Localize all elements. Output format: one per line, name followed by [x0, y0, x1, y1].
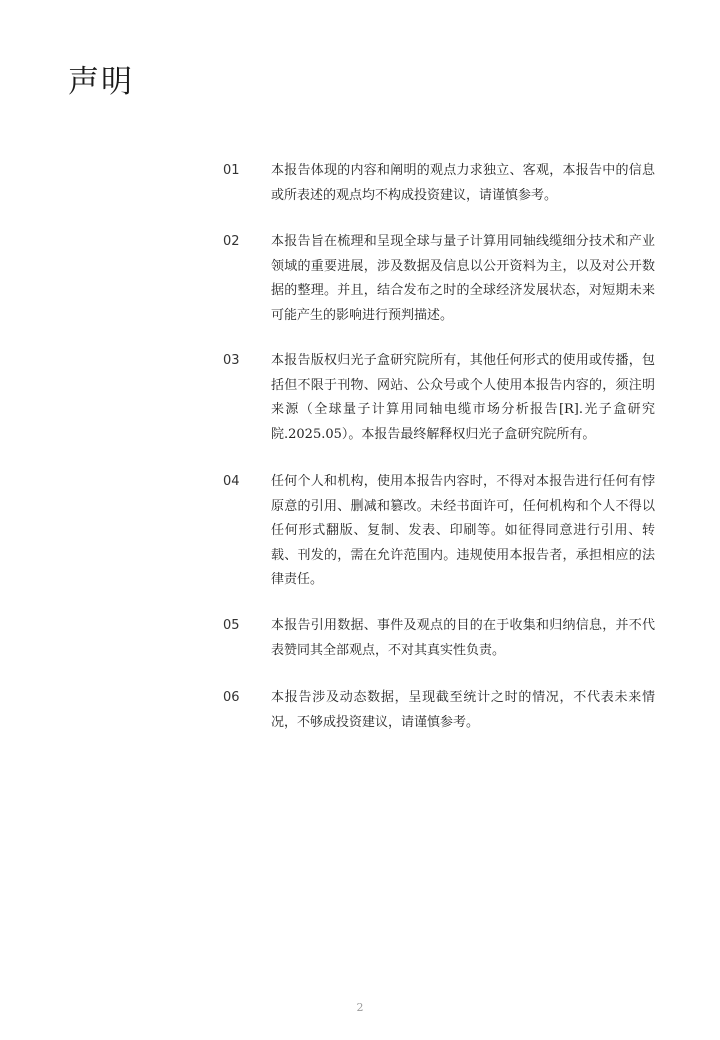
- statement-number: 04: [223, 474, 240, 489]
- statement-text: 本报告引用数据、事件及观点的目的在于收集和归纳信息，并不代表赞同其全部观点，不对其真实性负责。: [271, 618, 655, 658]
- statement-text: 本报告涉及动态数据，呈现截至统计之时的情况，不代表未来情况，不够成投资建议，请谨慎参考。: [271, 690, 655, 730]
- statement-number: 02: [223, 234, 240, 249]
- statement-number: 03: [223, 353, 240, 368]
- page-title: 声明: [68, 64, 134, 100]
- statement-text: 本报告版权归光子盒研究院所有，其他任何形式的使用或传播，包括但不限于刊物、网站、公众号或个人使用本报告内容的，须注明来源（全球量子计算用同轴电缆市场分析报告[R].光子盒研究院.2025.05）。本报告最终解释权归光子盒研究院所有。: [271, 353, 655, 442]
- statement-number: 05: [223, 618, 240, 633]
- statement-number: 01: [223, 163, 240, 178]
- statement-text: 本报告体现的内容和阐明的观点力求独立、客观，本报告中的信息或所表述的观点均不构成投资建议，请谨慎参考。: [271, 163, 655, 203]
- statement-text: 本报告旨在梳理和呈现全球与量子计算用同轴线缆细分技术和产业领域的重要进展，涉及数据及信息以公开资料为主，以及对公开数据的整理。并且，结合发布之时的全球经济发展状态，对短期未来可能产生的影响进行预判描述。: [271, 234, 655, 323]
- statement-text: 任何个人和机构，使用本报告内容时，不得对本报告进行任何有悖原意的引用、删减和篡改。未经书面许可，任何机构和个人不得以任何形式翻版、复制、发表、印刷等。如征得同意进行引用、转载、刊发的，需在允许范围内。违规使用本报告者，承担相应的法律责任。: [271, 474, 655, 587]
- page-number: 2: [356, 1001, 364, 1014]
- statement-number: 06: [223, 690, 240, 705]
